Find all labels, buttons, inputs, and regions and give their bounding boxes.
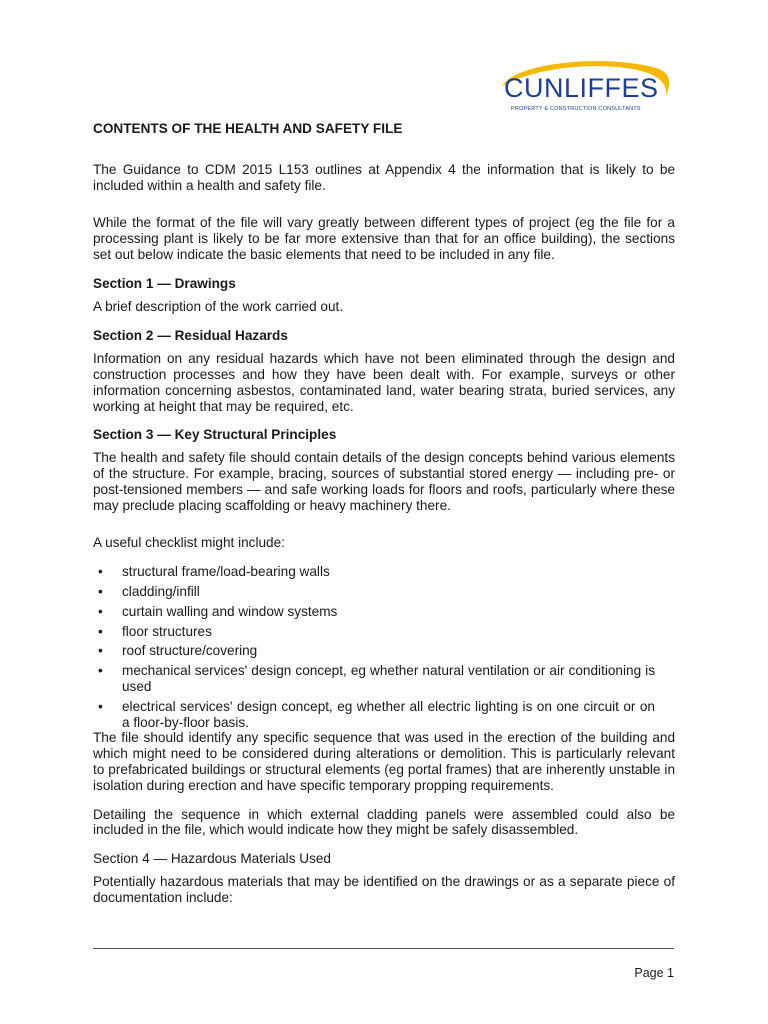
- bullet-icon: •: [98, 623, 103, 639]
- cladding-paragraph: Detailing the sequence in which external cladding panels were assembled could also be included in the file, which would indicate how they might be safely disassembled.: [93, 806, 675, 838]
- list-item: • curtain walling and window systems: [98, 603, 338, 619]
- document-title: CONTENTS OF THE HEALTH AND SAFETY FILE: [93, 121, 403, 136]
- list-item: • floor structures: [98, 623, 212, 639]
- bullet-icon: •: [98, 603, 103, 619]
- company-logo: [496, 58, 676, 118]
- bullet-icon: •: [98, 643, 103, 659]
- section-3-heading: Section 3 — Key Structural Principles: [93, 427, 337, 443]
- document-body: [93, 121, 675, 905]
- list-item: • roof structure/covering: [98, 643, 258, 659]
- list-item: • mechanical services' design concept, eg whether natural ventilation or air conditioning is used: [98, 663, 655, 694]
- bullet-icon: •: [98, 583, 103, 599]
- intro-paragraph-1: The Guidance to CDM 2015 L153 outlines at Appendix 4 the information that is likely to be included within a health and safety file.: [93, 161, 675, 193]
- list-item: • cladding/infill: [98, 583, 200, 599]
- section-3-body: The health and safety file should contain details of the design concepts behind various elements of the structure. For example, bracing, sources of substantial stored energy — including pre- or post-tensioned members — and safe working loads for floors and roofs, particularly where these may preclude placing scaffolding or heavy machinery there.: [93, 450, 675, 513]
- section-1-heading: Section 1 — Drawings: [93, 275, 236, 291]
- bullet-icon: •: [98, 663, 103, 679]
- section-4-body: Potentially hazardous materials that may be identified on the drawings or as a separate piece of documentation include:: [93, 873, 675, 905]
- intro-paragraph-2: While the format of the file will vary greatly between different types of project (eg the file for a processing plant is likely to be far more extensive than that for an office building), the sections set out below indicate the basic elements that need to be included in any file.: [93, 215, 675, 262]
- logo-tagline: PROPERTY & CONSTRUCTION CONSULTANTS: [511, 106, 641, 112]
- logo-wordmark: CUNLIFFES: [504, 73, 659, 103]
- sequence-paragraph: The file should identify any specific sequence that was used in the erection of the building and which might need to be considered during alterations or demolition. This is particularly relevant to prefabricated buildings or structural elements (eg portal frames) that are inherently unstable in isolation during erection and have specific temporary propping requirements.: [93, 730, 675, 793]
- list-item: • electrical services' design concept, eg whether all electric lighting is on one circuit or on a floor-by-floor basis.: [98, 698, 655, 730]
- footer-divider: [93, 948, 674, 949]
- section-1-body: A brief description of the work carried out.: [93, 298, 344, 314]
- list-item: • structural frame/load-bearing walls: [98, 564, 330, 580]
- section-2-body: Information on any residual hazards which have not been eliminated through the design and construction processes and how they have been dealt with. For example, surveys or other information concerning asbestos, contaminated land, water bearing strata, buried services, any working at height that may be required, etc.: [93, 351, 675, 414]
- structural-checklist: [93, 564, 675, 730]
- checklist-intro: A useful checklist might include:: [93, 535, 285, 551]
- bullet-icon: •: [98, 698, 103, 714]
- section-4-heading: Section 4 — Hazardous Materials Used: [93, 851, 331, 867]
- section-2-heading: Section 2 — Residual Hazards: [93, 328, 288, 344]
- page-number: Page 1: [634, 966, 674, 980]
- bullet-icon: •: [98, 564, 103, 580]
